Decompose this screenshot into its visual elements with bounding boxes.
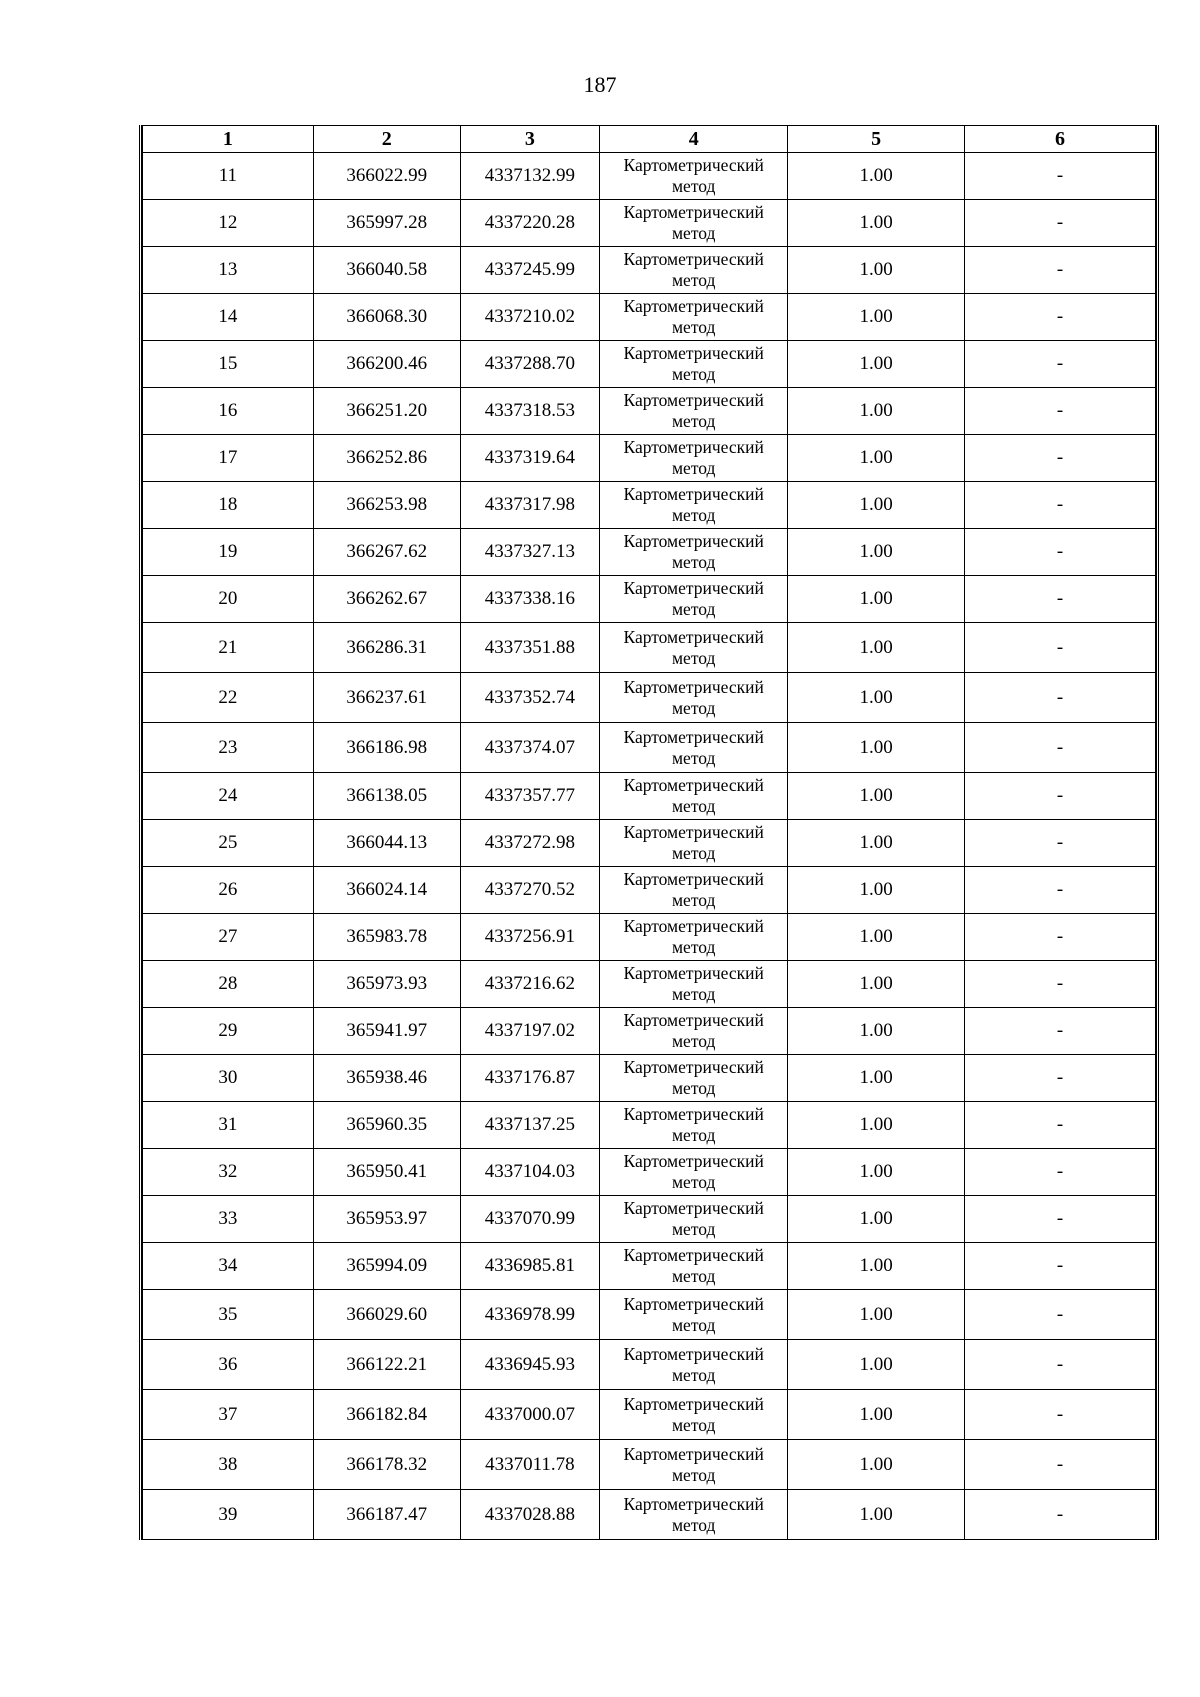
cell-x-coordinate: 366068.30 — [313, 294, 460, 341]
cell-point-number: 39 — [143, 1490, 314, 1540]
cell-x-coordinate: 366040.58 — [313, 247, 460, 294]
cell-point-number: 38 — [143, 1440, 314, 1490]
cell-note: - — [965, 482, 1156, 529]
cell-note: - — [965, 200, 1156, 247]
cell-method: Картометрический метод — [600, 1340, 788, 1390]
cell-y-coordinate: 4336985.81 — [460, 1243, 600, 1290]
cell-x-coordinate: 366200.46 — [313, 341, 460, 388]
cell-x-coordinate: 366178.32 — [313, 1440, 460, 1490]
cell-x-coordinate: 365950.41 — [313, 1149, 460, 1196]
cell-method: Картометрический метод — [600, 1290, 788, 1340]
cell-accuracy: 1.00 — [788, 576, 965, 623]
cell-note: - — [965, 294, 1156, 341]
cell-point-number: 16 — [143, 388, 314, 435]
cell-method: Картометрический метод — [600, 1243, 788, 1290]
cell-point-number: 34 — [143, 1243, 314, 1290]
cell-x-coordinate: 366262.67 — [313, 576, 460, 623]
cell-accuracy: 1.00 — [788, 1196, 965, 1243]
cell-y-coordinate: 4337352.74 — [460, 673, 600, 723]
cell-y-coordinate: 4336945.93 — [460, 1340, 600, 1390]
cell-y-coordinate: 4337351.88 — [460, 623, 600, 673]
cell-method: Картометрический метод — [600, 1440, 788, 1490]
table-row — [143, 388, 1156, 435]
cell-x-coordinate: 366253.98 — [313, 482, 460, 529]
cell-note: - — [965, 576, 1156, 623]
table-row — [143, 673, 1156, 723]
cell-method: Картометрический метод — [600, 961, 788, 1008]
cell-x-coordinate: 365938.46 — [313, 1055, 460, 1102]
cell-accuracy: 1.00 — [788, 247, 965, 294]
cell-note: - — [965, 723, 1156, 773]
cell-point-number: 33 — [143, 1196, 314, 1243]
cell-note: - — [965, 388, 1156, 435]
column-header-6: 6 — [965, 126, 1156, 153]
cell-x-coordinate: 366252.86 — [313, 435, 460, 482]
cell-accuracy: 1.00 — [788, 773, 965, 820]
cell-point-number: 35 — [143, 1290, 314, 1340]
table-row — [143, 576, 1156, 623]
column-header-2: 2 — [313, 126, 460, 153]
cell-y-coordinate: 4337210.02 — [460, 294, 600, 341]
cell-method: Картометрический метод — [600, 673, 788, 723]
cell-accuracy: 1.00 — [788, 867, 965, 914]
cell-accuracy: 1.00 — [788, 1390, 965, 1440]
cell-y-coordinate: 4337132.99 — [460, 153, 600, 200]
cell-point-number: 20 — [143, 576, 314, 623]
cell-y-coordinate: 4337000.07 — [460, 1390, 600, 1440]
cell-y-coordinate: 4336978.99 — [460, 1290, 600, 1340]
table-row — [143, 482, 1156, 529]
table-row — [143, 153, 1156, 200]
cell-y-coordinate: 4337011.78 — [460, 1440, 600, 1490]
cell-x-coordinate: 366237.61 — [313, 673, 460, 723]
cell-note: - — [965, 1102, 1156, 1149]
table-row — [143, 914, 1156, 961]
table-row — [143, 961, 1156, 1008]
cell-accuracy: 1.00 — [788, 914, 965, 961]
cell-point-number: 25 — [143, 820, 314, 867]
cell-method: Картометрический метод — [600, 723, 788, 773]
cell-y-coordinate: 4337270.52 — [460, 867, 600, 914]
cell-y-coordinate: 4337176.87 — [460, 1055, 600, 1102]
cell-note: - — [965, 1196, 1156, 1243]
page-number: 187 — [583, 72, 617, 97]
cell-note: - — [965, 341, 1156, 388]
cell-point-number: 28 — [143, 961, 314, 1008]
table-row — [143, 723, 1156, 773]
cell-method: Картометрический метод — [600, 341, 788, 388]
cell-x-coordinate: 366267.62 — [313, 529, 460, 576]
cell-y-coordinate: 4337374.07 — [460, 723, 600, 773]
cell-x-coordinate: 365960.35 — [313, 1102, 460, 1149]
table-row — [143, 1440, 1156, 1490]
table-row — [143, 1055, 1156, 1102]
cell-y-coordinate: 4337318.53 — [460, 388, 600, 435]
cell-method: Картометрический метод — [600, 1102, 788, 1149]
cell-method: Картометрический метод — [600, 1149, 788, 1196]
cell-point-number: 12 — [143, 200, 314, 247]
cell-y-coordinate: 4337216.62 — [460, 961, 600, 1008]
table-row — [143, 1196, 1156, 1243]
table-header-row — [143, 126, 1156, 153]
cell-x-coordinate: 365973.93 — [313, 961, 460, 1008]
cell-accuracy: 1.00 — [788, 1102, 965, 1149]
cell-note: - — [965, 1340, 1156, 1390]
cell-method: Картометрический метод — [600, 153, 788, 200]
cell-note: - — [965, 1290, 1156, 1340]
column-header-3: 3 — [460, 126, 600, 153]
cell-point-number: 32 — [143, 1149, 314, 1196]
cell-point-number: 24 — [143, 773, 314, 820]
cell-point-number: 29 — [143, 1008, 314, 1055]
cell-note: - — [965, 961, 1156, 1008]
cell-point-number: 11 — [143, 153, 314, 200]
cell-x-coordinate: 366182.84 — [313, 1390, 460, 1440]
cell-accuracy: 1.00 — [788, 341, 965, 388]
cell-x-coordinate: 365994.09 — [313, 1243, 460, 1290]
cell-accuracy: 1.00 — [788, 820, 965, 867]
cell-accuracy: 1.00 — [788, 1008, 965, 1055]
cell-y-coordinate: 4337197.02 — [460, 1008, 600, 1055]
cell-x-coordinate: 366044.13 — [313, 820, 460, 867]
cell-note: - — [965, 914, 1156, 961]
cell-note: - — [965, 623, 1156, 673]
cell-accuracy: 1.00 — [788, 1440, 965, 1490]
cell-x-coordinate: 365983.78 — [313, 914, 460, 961]
cell-point-number: 17 — [143, 435, 314, 482]
table-row — [143, 623, 1156, 673]
cell-method: Картометрический метод — [600, 1196, 788, 1243]
cell-accuracy: 1.00 — [788, 1490, 965, 1540]
cell-y-coordinate: 4337245.99 — [460, 247, 600, 294]
cell-y-coordinate: 4337288.70 — [460, 341, 600, 388]
cell-method: Картометрический метод — [600, 820, 788, 867]
cell-accuracy: 1.00 — [788, 153, 965, 200]
cell-point-number: 37 — [143, 1390, 314, 1440]
cell-method: Картометрический метод — [600, 914, 788, 961]
cell-method: Картометрический метод — [600, 529, 788, 576]
cell-note: - — [965, 673, 1156, 723]
cell-note: - — [965, 1243, 1156, 1290]
cell-accuracy: 1.00 — [788, 1340, 965, 1390]
cell-point-number: 23 — [143, 723, 314, 773]
cell-y-coordinate: 4337104.03 — [460, 1149, 600, 1196]
cell-method: Картометрический метод — [600, 482, 788, 529]
cell-accuracy: 1.00 — [788, 482, 965, 529]
cell-method: Картометрический метод — [600, 294, 788, 341]
table-row — [143, 200, 1156, 247]
cell-method: Картометрический метод — [600, 435, 788, 482]
cell-note: - — [965, 1055, 1156, 1102]
table-row — [143, 1149, 1156, 1196]
table-body — [143, 153, 1156, 1540]
table-row — [143, 1290, 1156, 1340]
cell-note: - — [965, 1490, 1156, 1540]
cell-x-coordinate: 366024.14 — [313, 867, 460, 914]
column-header-4: 4 — [600, 126, 788, 153]
cell-y-coordinate: 4337319.64 — [460, 435, 600, 482]
table-row — [143, 1008, 1156, 1055]
cell-method: Картометрический метод — [600, 1055, 788, 1102]
cell-method: Картометрический метод — [600, 1008, 788, 1055]
coordinates-table — [142, 125, 1156, 1540]
cell-accuracy: 1.00 — [788, 1290, 965, 1340]
cell-point-number: 36 — [143, 1340, 314, 1390]
cell-note: - — [965, 867, 1156, 914]
cell-accuracy: 1.00 — [788, 723, 965, 773]
cell-note: - — [965, 1149, 1156, 1196]
cell-method: Картометрический метод — [600, 867, 788, 914]
cell-accuracy: 1.00 — [788, 961, 965, 1008]
table-row — [143, 820, 1156, 867]
cell-y-coordinate: 4337272.98 — [460, 820, 600, 867]
cell-note: - — [965, 773, 1156, 820]
cell-method: Картометрический метод — [600, 773, 788, 820]
cell-accuracy: 1.00 — [788, 1243, 965, 1290]
cell-method: Картометрический метод — [600, 247, 788, 294]
cell-x-coordinate: 366029.60 — [313, 1290, 460, 1340]
cell-point-number: 30 — [143, 1055, 314, 1102]
cell-point-number: 21 — [143, 623, 314, 673]
table-row — [143, 1390, 1156, 1440]
cell-method: Картометрический метод — [600, 1390, 788, 1440]
cell-accuracy: 1.00 — [788, 200, 965, 247]
cell-accuracy: 1.00 — [788, 294, 965, 341]
cell-point-number: 18 — [143, 482, 314, 529]
cell-note: - — [965, 1008, 1156, 1055]
column-header-5: 5 — [788, 126, 965, 153]
cell-x-coordinate: 366286.31 — [313, 623, 460, 673]
table-row — [143, 294, 1156, 341]
cell-note: - — [965, 1440, 1156, 1490]
cell-y-coordinate: 4337357.77 — [460, 773, 600, 820]
cell-accuracy: 1.00 — [788, 623, 965, 673]
cell-x-coordinate: 366138.05 — [313, 773, 460, 820]
column-header-1: 1 — [143, 126, 314, 153]
cell-method: Картометрический метод — [600, 623, 788, 673]
table-row — [143, 773, 1156, 820]
cell-x-coordinate: 366122.21 — [313, 1340, 460, 1390]
cell-y-coordinate: 4337256.91 — [460, 914, 600, 961]
cell-method: Картометрический метод — [600, 200, 788, 247]
cell-x-coordinate: 365997.28 — [313, 200, 460, 247]
cell-point-number: 14 — [143, 294, 314, 341]
cell-accuracy: 1.00 — [788, 1149, 965, 1196]
cell-y-coordinate: 4337327.13 — [460, 529, 600, 576]
table-row — [143, 341, 1156, 388]
cell-y-coordinate: 4337137.25 — [460, 1102, 600, 1149]
cell-note: - — [965, 435, 1156, 482]
cell-point-number: 15 — [143, 341, 314, 388]
cell-point-number: 31 — [143, 1102, 314, 1149]
cell-accuracy: 1.00 — [788, 673, 965, 723]
cell-accuracy: 1.00 — [788, 388, 965, 435]
table-row — [143, 1490, 1156, 1540]
cell-note: - — [965, 153, 1156, 200]
cell-y-coordinate: 4337028.88 — [460, 1490, 600, 1540]
cell-point-number: 22 — [143, 673, 314, 723]
cell-accuracy: 1.00 — [788, 435, 965, 482]
cell-x-coordinate: 366022.99 — [313, 153, 460, 200]
cell-x-coordinate: 365953.97 — [313, 1196, 460, 1243]
cell-point-number: 13 — [143, 247, 314, 294]
cell-y-coordinate: 4337220.28 — [460, 200, 600, 247]
cell-note: - — [965, 820, 1156, 867]
cell-accuracy: 1.00 — [788, 529, 965, 576]
cell-note: - — [965, 529, 1156, 576]
cell-note: - — [965, 1390, 1156, 1440]
cell-x-coordinate: 366186.98 — [313, 723, 460, 773]
cell-method: Картометрический метод — [600, 576, 788, 623]
cell-point-number: 26 — [143, 867, 314, 914]
cell-accuracy: 1.00 — [788, 1055, 965, 1102]
cell-x-coordinate: 366251.20 — [313, 388, 460, 435]
cell-method: Картометрический метод — [600, 388, 788, 435]
table-row — [143, 1243, 1156, 1290]
cell-y-coordinate: 4337338.16 — [460, 576, 600, 623]
cell-y-coordinate: 4337070.99 — [460, 1196, 600, 1243]
cell-y-coordinate: 4337317.98 — [460, 482, 600, 529]
cell-note: - — [965, 247, 1156, 294]
table-row — [143, 435, 1156, 482]
cell-method: Картометрический метод — [600, 1490, 788, 1540]
table-row — [143, 529, 1156, 576]
table-row — [143, 247, 1156, 294]
cell-point-number: 27 — [143, 914, 314, 961]
table-row — [143, 867, 1156, 914]
table-row — [143, 1340, 1156, 1390]
cell-x-coordinate: 366187.47 — [313, 1490, 460, 1540]
cell-point-number: 19 — [143, 529, 314, 576]
table-row — [143, 1102, 1156, 1149]
cell-x-coordinate: 365941.97 — [313, 1008, 460, 1055]
coordinates-table-wrapper — [139, 125, 1159, 1540]
